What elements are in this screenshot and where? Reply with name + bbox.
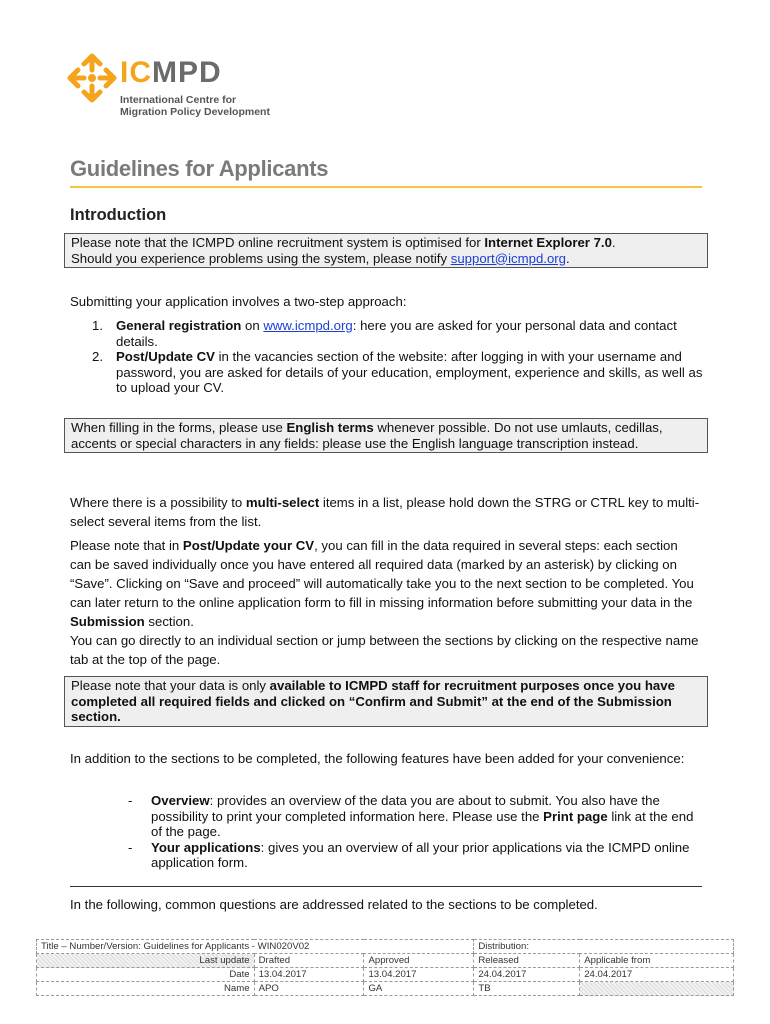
table-cell: 13.04.2017: [364, 968, 474, 982]
table-cell: Drafted: [254, 954, 364, 968]
table-cell: APO: [254, 982, 364, 996]
table-row: [37, 940, 734, 954]
table-row: [37, 954, 734, 968]
row-label: Last update: [37, 954, 255, 968]
features-list: [128, 793, 704, 871]
row-label: Name: [37, 982, 255, 996]
icmpd-arrows-logo-icon: [66, 52, 118, 104]
table-cell: Applicable from: [580, 954, 734, 968]
list-item: 1. General registration on www.icmpd.org: here you are asked for your personal data and contact details.: [92, 318, 677, 349]
table-cell: 24.04.2017: [580, 968, 734, 982]
logo-subtitle: International Centre for Migration Policy Development: [120, 94, 270, 118]
table-cell: TB: [474, 982, 580, 996]
logo-wordmark: ICMPD: [120, 56, 222, 89]
features-lead: In addition to the sections to be completed, the following features have been added for your convenience:: [70, 751, 685, 766]
list-item: - Overview: provides an overview of the data you are about to submit. You also have the possibility to print your completed information here. Please use the Print page link at the end of the page.: [128, 793, 694, 839]
table-cell: 24.04.2017: [474, 968, 580, 982]
browser-note-box: Please note that the ICMPD online recruitment system is optimised for Internet Explorer 7.0. Should you experience problems using the system, please notify support@icmpd.org.: [64, 233, 708, 268]
doc-title-cell: Title – Number/Version: Guidelines for Applicants - WIN020V02: [37, 940, 474, 954]
row-label: Date: [37, 968, 255, 982]
table-cell: Approved: [364, 954, 474, 968]
support-email-link[interactable]: support@icmpd.org: [450, 250, 567, 266]
table-row: [37, 982, 734, 996]
table-cell: GA: [364, 982, 474, 996]
list-item: 2. Post/Update CV in the vacancies section of the website: after logging in with your username and password, you are asked for details of your education, employment, experience and skills, as well as to upload your CV.: [92, 349, 703, 395]
page-title: Guidelines for Applicants: [70, 156, 329, 181]
postcv-paragraph: Please note that in Post/Update your CV, you can fill in the data required in several steps: each section can be saved individually once you have entered all required data (marked by an asterisk) by clicking on “Save”. Clicking on “Save and proceed” will automatically take you to the next section to be completed. You can later return to the online application form to fill in missing information before submitting your data in the Submission section.: [70, 538, 694, 629]
icmpd-website-link[interactable]: www.icmpd.org: [263, 318, 353, 333]
document-control-table: [36, 939, 734, 996]
steps-list: [92, 318, 704, 396]
table-cell: 13.04.2017: [254, 968, 364, 982]
data-availability-box: Please note that your data is only available to ICMPD staff for recruitment purposes once you have completed all required fields and clicked on “Confirm and Submit” at the end of the Submission section.: [64, 676, 708, 727]
icmpd-logo: [66, 52, 276, 122]
table-cell: Released: [474, 954, 580, 968]
steps-lead: Submitting your application involves a two-step approach:: [70, 294, 407, 309]
multiselect-paragraph: Where there is a possibility to multi-select items in a list, please hold down the STRG or CTRL key to multi-select several items from the list.: [70, 495, 700, 529]
forms-note-box: When filling in the forms, please use English terms whenever possible. Do not use umlauts, cedillas, accents or special characters in any fields: please use the English language transcription instead.: [64, 418, 708, 453]
sections-nav-paragraph: You can go directly to an individual section or jump between the sections by clicking on the respective name tab at the top of the page.: [70, 633, 699, 667]
list-item: - Your applications: gives you an overview of all your prior applications via the ICMPD online application form.: [128, 839, 690, 870]
content-divider: [70, 886, 702, 887]
table-row: [37, 968, 734, 982]
section-heading-introduction: Introduction: [70, 206, 167, 224]
closing-paragraph: In the following, common questions are addressed related to the sections to be completed.: [70, 897, 598, 912]
distribution-cell: Distribution:: [474, 940, 734, 954]
table-cell: [580, 982, 734, 996]
title-divider: [70, 186, 702, 188]
